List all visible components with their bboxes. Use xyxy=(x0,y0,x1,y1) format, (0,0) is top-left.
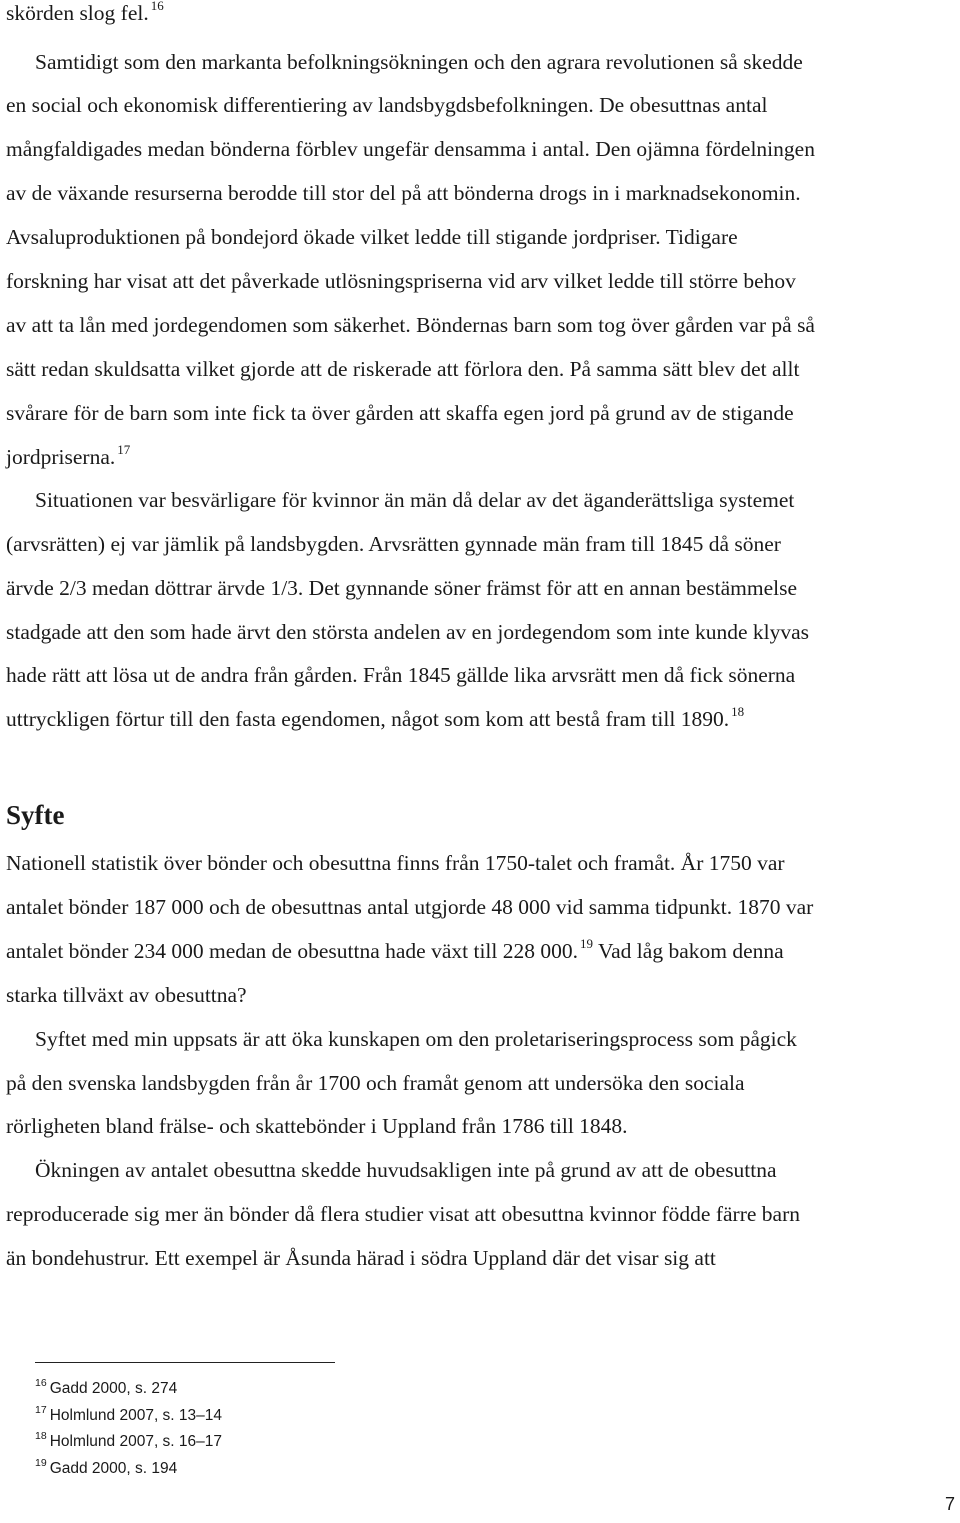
text-line: antalet bönder 234 000 medan de obesuttna hade växt till 228 000. $^{19}$ Vad låg bakom denna xyxy=(6,936,784,963)
footnote xyxy=(35,1406,222,1427)
text-line: uttryckligen förtur till den fasta egendomen, något som kom att bestå fram till 1890. $^{18}$ xyxy=(6,704,745,731)
text-line: rörligheten bland frälse- och skattebönder i Uppland från 1786 till 1848. xyxy=(6,1114,628,1138)
text-line: starka tillväxt av obesuttna? xyxy=(6,983,247,1007)
text-line: än bondehustrur. Ett exempel är Åsunda härad i södra Uppland där det visar sig att xyxy=(6,1246,716,1270)
paragraph-start: Syftet med min uppsats är att öka kunskapen om den proletariseringsprocess som pågick xyxy=(35,1027,797,1051)
text-line: svårare för de barn som inte fick ta över gården att skaffa egen jord på grund av de stigande xyxy=(6,401,794,425)
footnote-ref: 17 xyxy=(117,442,131,457)
footnote-number: 17 xyxy=(35,1404,47,1416)
text-line: av att ta lån med jordegendomen som säkerhet. Böndernas barn som tog över gården var på så xyxy=(6,313,815,337)
footnote-number: 18 xyxy=(35,1430,47,1442)
text-line: ärvde 2/3 medan döttrar ärvde 1/3. Det gynnande söner främst för att en annan bestämmelse xyxy=(6,576,798,600)
text-line: en social och ekonomisk differentiering av landsbygdsbefolkningen. De obesuttnas antal xyxy=(6,93,768,117)
footnote xyxy=(35,1459,177,1480)
paragraph-start: Ökningen av antalet obesuttna skedde huvudsakligen inte på grund av att de obesuttna xyxy=(35,1158,777,1182)
text-line: (arvsrätten) ej var jämlik på landsbygden. Arvsrätten gynnade män fram till 1845 då söner xyxy=(6,532,781,556)
footnote-ref: 16 xyxy=(150,0,164,13)
section-heading: Syfte xyxy=(6,800,65,830)
footnote-number: 16 xyxy=(35,1377,47,1389)
text-line: Avsaluproduktionen på bondejord ökade vilket ledde till stigande jordpriser. Tidigare xyxy=(6,225,738,249)
footnote-text: Holmlund 2007, s. 16–17 xyxy=(49,1433,223,1450)
text-line: sätt redan skuldsatta vilket gjorde att de riskerade att förlora den. På samma sätt blev det allt xyxy=(6,357,800,381)
text-line: Nationell statistik över bönder och obesuttna finns från 1750-talet och framåt. År 1750 var xyxy=(6,851,785,875)
text-line: av de växande resurserna berodde till stor del på att bönderna drogs in i marknadsekonomin. xyxy=(6,181,801,205)
footnote-text: Gadd 2000, s. 274 xyxy=(49,1380,178,1397)
paragraph-start: Samtidigt som den markanta befolkningsökningen och den agrara revolutionen så skedde xyxy=(35,50,803,74)
footnote-ref: 19 xyxy=(580,936,593,951)
footnote-text: Holmlund 2007, s. 13–14 xyxy=(49,1407,223,1424)
page-number: 7 xyxy=(945,1494,956,1514)
paragraph-start: Situationen var besvärligare för kvinnor än män då delar av det äganderättsliga systemet xyxy=(35,488,795,512)
text-line: hade rätt att lösa ut de andra från gården. Från 1845 gällde lika arvsrätt men då fick sönerna xyxy=(6,663,796,687)
footnote-number: 19 xyxy=(35,1457,47,1469)
text-line: på den svenska landsbygden från år 1700 och framåt genom att undersöka den sociala xyxy=(6,1071,745,1095)
text-line: mångfaldigades medan bönderna förblev ungefär densamma i antal. Den ojämna fördelningen xyxy=(6,137,815,161)
footnote-text: Gadd 2000, s. 194 xyxy=(49,1460,178,1477)
footnote-divider xyxy=(35,1362,335,1363)
footnote xyxy=(35,1379,177,1400)
footnote xyxy=(35,1432,222,1453)
text-line: jordpriserna. $^{17}$ xyxy=(6,442,131,469)
text-line: forskning har visat att det påverkade utlösningspriserna vid arv vilket ledde till större behov xyxy=(6,269,796,293)
text-line: reproducerade sig mer än bönder då flera studier visat att obesuttna kvinnor födde färre barn xyxy=(6,1202,800,1226)
text-line: stadgade att den som hade ärvt den största andelen av en jordegendom som inte kunde klyvas xyxy=(6,620,810,644)
footnote-ref: 18 xyxy=(731,704,745,719)
text-line: antalet bönder 187 000 och de obesuttnas antal utgjorde 48 000 vid samma tidpunkt. 1870 var xyxy=(6,895,814,919)
text-line: skörden slog fel. $^{16}$ xyxy=(6,0,164,25)
